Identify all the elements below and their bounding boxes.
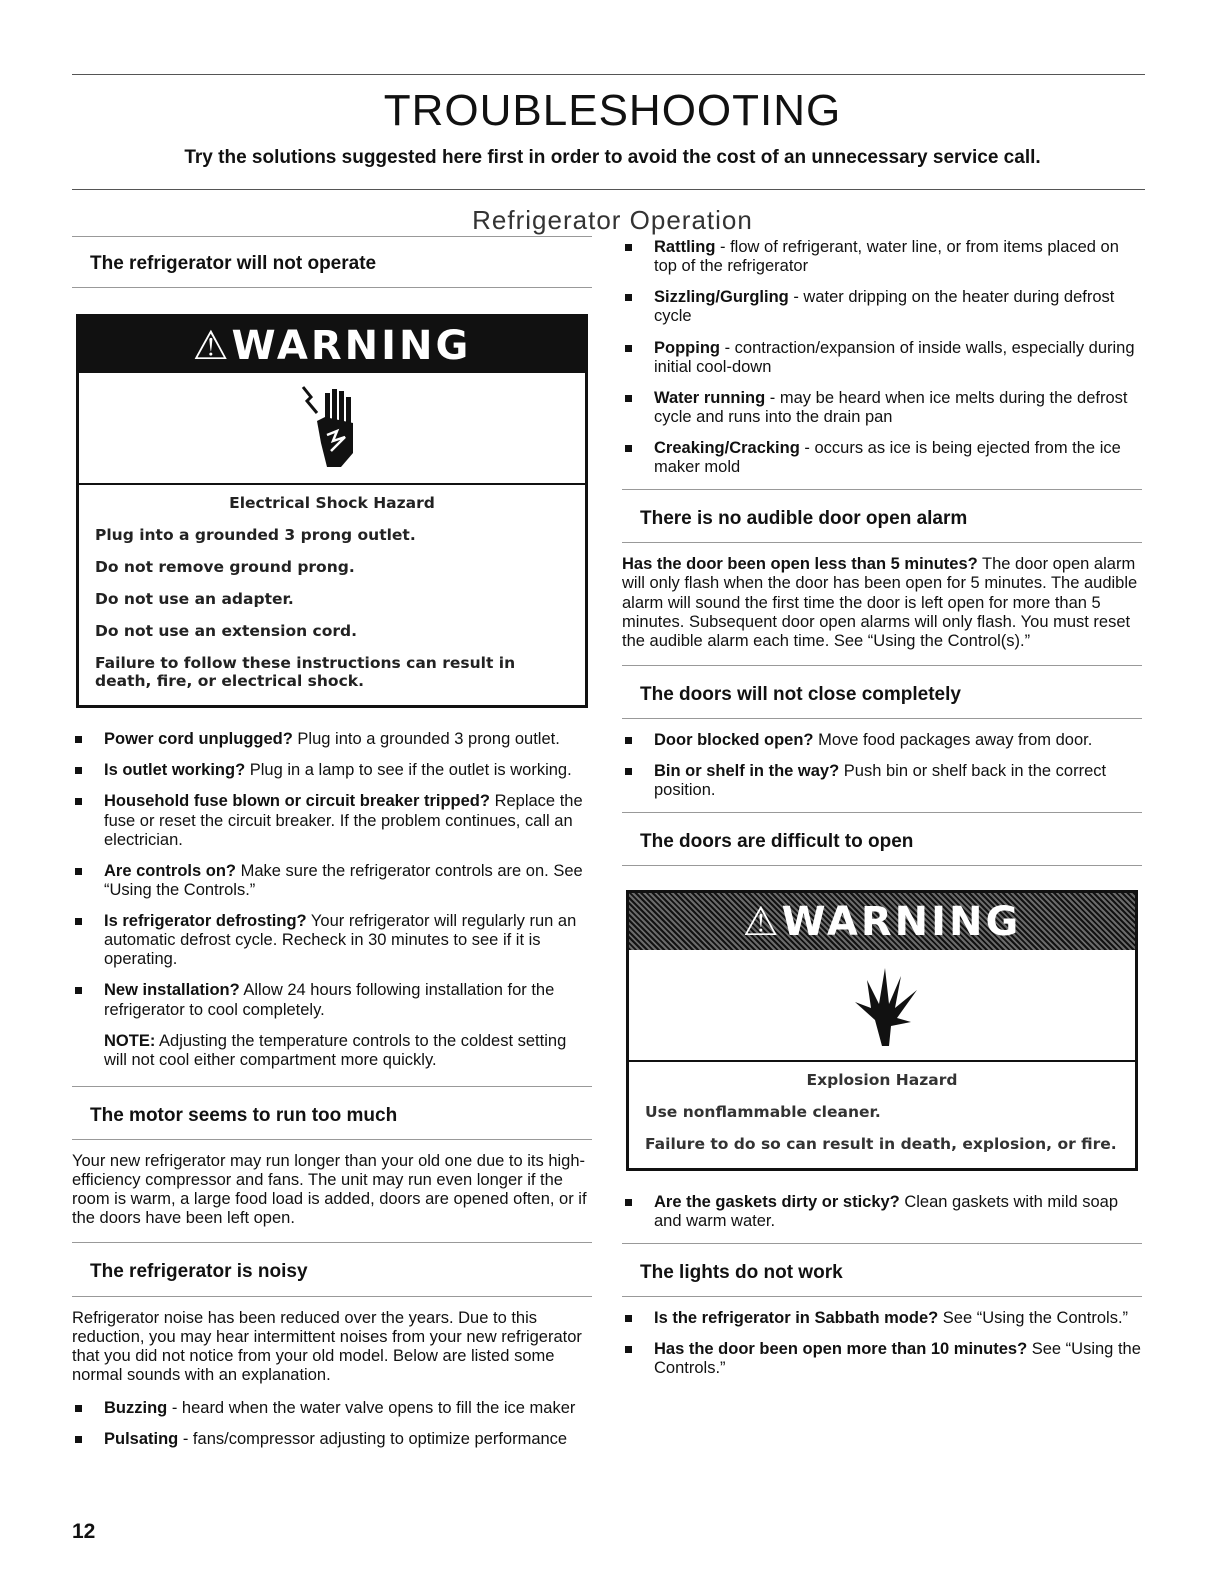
warning-line: Plug into a grounded 3 prong outlet. [95,526,416,545]
list-item: Rattling - flow of refrigerant, water line, or from items placed on top of the refrigerator [622,238,1142,276]
warning-line: Failure to follow these instructions can result in death, fire, or electrical shock. [95,654,516,691]
lights-list [622,1309,1142,1378]
list-item: Household fuse blown or circuit breaker tripped? Replace the fuse or reset the circuit breaker. If the problem continues, call an electrician. [72,792,592,849]
shock-warning-box [76,314,588,708]
difficult-list [622,1193,1142,1231]
heading-alarm: There is no audible door open alarm [622,489,1142,543]
warning-triangle-icon: ⚠ [192,323,232,370]
warning-line: Do not use an adapter. [95,590,294,609]
warning-triangle-icon: ⚠ [742,899,782,946]
alarm-text: Has the door been open less than 5 minutes? The door open alarm will only flash when the door has been open for 5 minutes. The audible alarm will sound the first time the door is left open for more than 5 minutes. Subsequent door open alarms will only flash. You must reset the audible alarm each time. See “Using the Control(s).” [622,555,1138,650]
page-title: TROUBLESHOOTING [383,86,842,135]
list-item: Popping - contraction/expansion of inside walls, especially during initial cool-down [622,339,1142,377]
warning-header [629,893,1135,949]
close-list [622,731,1142,800]
list-item: Power cord unplugged? Plug into a grounded 3 prong outlet. [72,730,592,749]
noisy-text: Refrigerator noise has been reduced over the years. Due to this reduction, you may hear intermittent noises from your new refrigerator that you did not notice from your old model. Below are listed some normal sounds with an explanation. [72,1308,582,1384]
heading-motor: The motor seems to run too much [72,1086,592,1140]
list-item: Is the refrigerator in Sabbath mode? See “Using the Controls.” [622,1309,1142,1328]
page-subtitle: Try the solutions suggested here first in order to avoid the cost of an unnecessary service call. [184,147,1041,168]
not-operate-list [72,730,592,1020]
warning-header [79,317,585,373]
section-title: Refrigerator Operation [472,205,753,235]
list-item: Door blocked open? Move food packages away from door. [622,731,1142,750]
list-item: Is outlet working? Plug in a lamp to see if the outlet is working. [72,761,592,780]
list-item: Buzzing - heard when the water valve opens to fill the ice maker [72,1399,592,1418]
explosion-icon [629,950,1135,1062]
left-column [72,236,592,1461]
header-rule [72,189,1145,190]
warning-label: WARNING [231,323,472,370]
list-item: Sizzling/Gurgling - water dripping on the heater during defrost cycle [622,288,1142,326]
heading-difficult: The doors are difficult to open [622,812,1142,866]
list-item: Water running - may be heard when ice melts during the defrost cycle and runs into the drain pan [622,389,1142,427]
list-item: New installation? Allow 24 hours following installation for the refrigerator to cool completely. [72,981,592,1019]
list-item: Bin or shelf in the way? Push bin or shelf back in the correct position. [622,762,1142,800]
heading-close: The doors will not close completely [622,665,1142,719]
heading-lights: The lights do not work [622,1243,1142,1297]
warning-line: Do not remove ground prong. [95,558,355,577]
page-number: 12 [72,1520,96,1543]
warning-label: WARNING [781,899,1022,946]
warning-body [79,485,585,705]
list-item: Creaking/Cracking - occurs as ice is being ejected from the ice maker mold [622,439,1142,477]
warning-line: Use nonflammable cleaner. [645,1102,881,1121]
list-item: Are the gaskets dirty or sticky? Clean gaskets with mild soap and warm water. [622,1193,1142,1231]
list-item: Is refrigerator defrosting? Your refrigerator will regularly run an automatic defrost cycle. Recheck in 30 minutes to see if it is operating. [72,912,592,969]
noisy-list [72,1399,592,1449]
sounds-list [622,238,1142,477]
warning-line: Failure to do so can result in death, explosion, or fire. [645,1134,1117,1153]
warning-body [629,1062,1135,1168]
explosion-warning-box [626,890,1138,1170]
motor-text: Your new refrigerator may run longer than your old one due to its high-efficiency compressor and fans. The unit may run even longer if the room is warm, a large food load is added, doors are opened often, or if the doors have been left open. [72,1151,587,1228]
right-column [622,236,1142,1390]
hazard-title: Electrical Shock Hazard [229,494,435,513]
list-item: Pulsating - fans/compressor adjusting to optimize performance [72,1430,592,1449]
list-item: Has the door been open more than 10 minutes? See “Using the Controls.” [622,1340,1142,1378]
warning-line: Do not use an extension cord. [95,622,358,641]
top-rule [72,74,1145,75]
note: NOTE: Adjusting the temperature controls to the coldest setting will not cool either compartment more quickly. [104,1031,567,1069]
heading-not-operate: The refrigerator will not operate [72,236,592,288]
heading-noisy: The refrigerator is noisy [72,1242,592,1296]
hazard-title: Explosion Hazard [806,1070,958,1089]
list-item: Are controls on? Make sure the refrigerator controls are on. See “Using the Controls.” [72,862,592,900]
electric-shock-hand-icon [79,373,585,485]
